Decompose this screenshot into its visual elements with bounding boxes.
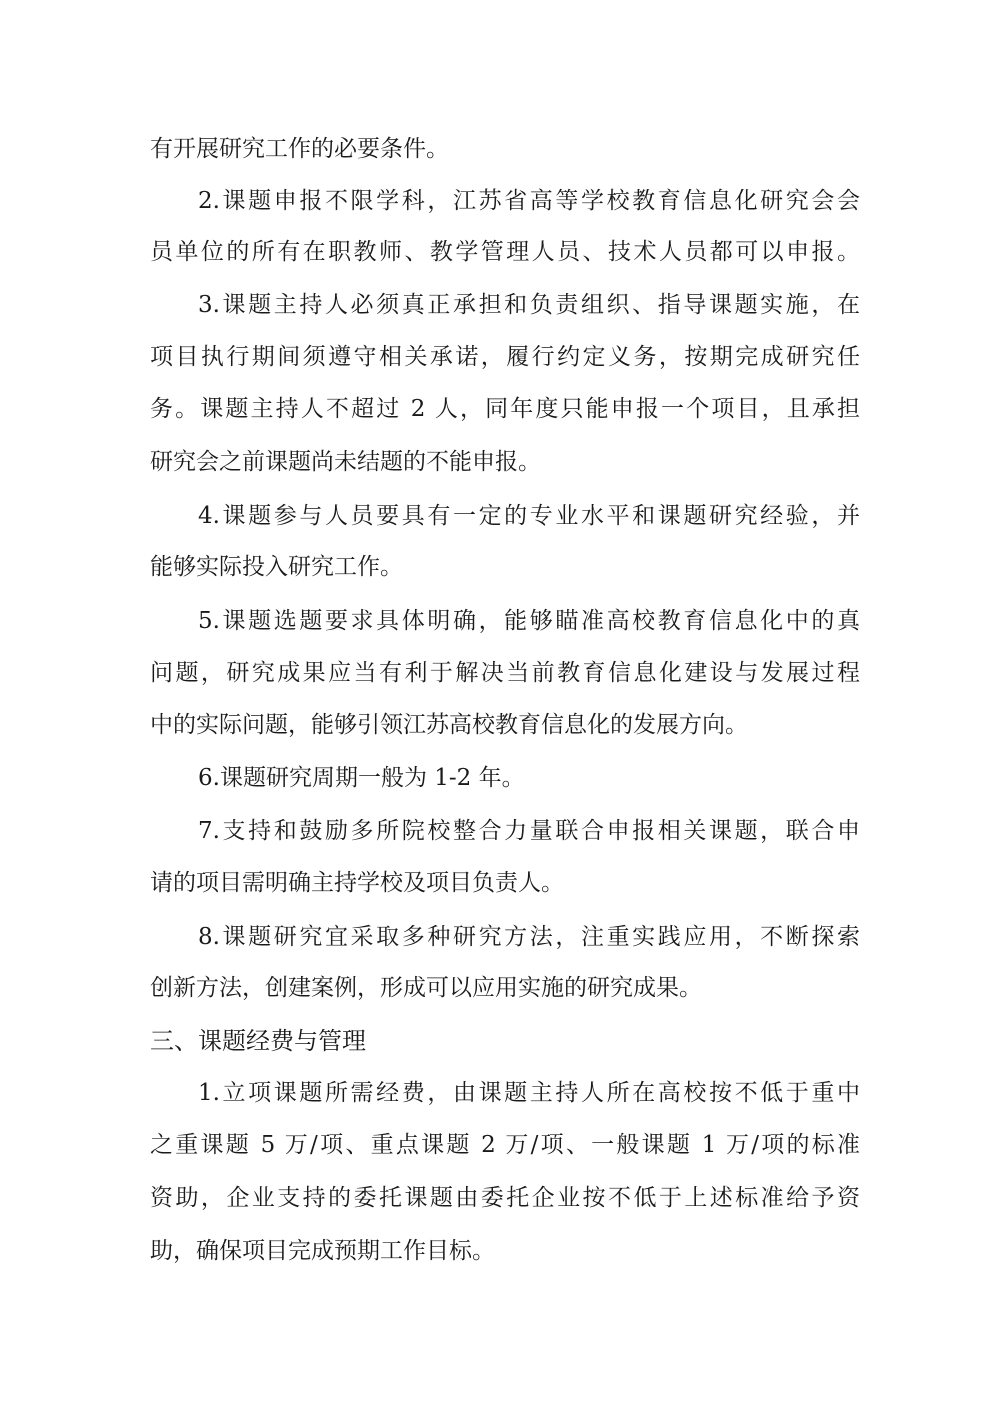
paragraph-line: 问题，研究成果应当有利于解决当前教育信息化建设与发展过程 [150,660,860,686]
paragraph-line: 能够实际投入研究工作。 [150,554,403,580]
paragraph-line: 1.立项课题所需经费，由课题主持人所在高校按不低于重中 [198,1080,860,1106]
paragraph-line: 6.课题研究周期一般为 1-2 年。 [198,765,525,791]
paragraph-line: 中的实际问题，能够引领江苏高校教育信息化的发展方向。 [150,712,748,738]
paragraph-line: 项目执行期间须遵守相关承诺，履行约定义务，按期完成研究任 [150,344,860,370]
section-heading: 三、课题经费与管理 [150,1027,366,1055]
paragraph-line: 创新方法，创建案例，形成可以应用实施的研究成果。 [150,975,702,1001]
paragraph-line: 请的项目需明确主持学校及项目负责人。 [150,870,564,896]
paragraph-line: 7.支持和鼓励多所院校整合力量联合申报相关课题，联合申 [198,818,860,844]
paragraph-line: 之重课题 5 万/项、重点课题 2 万/项、一般课题 1 万/项的标准 [150,1132,860,1158]
paragraph-line: 研究会之前课题尚未结题的不能申报。 [150,449,541,475]
paragraph-line: 助，确保项目完成预期工作目标。 [150,1238,495,1264]
paragraph-line: 4.课题参与人员要具有一定的专业水平和课题研究经验，并 [198,503,860,529]
paragraph-line: 员单位的所有在职教师、教学管理人员、技术人员都可以申报。 [150,239,860,265]
paragraph-line: 务。课题主持人不超过 2 人，同年度只能申报一个项目，且承担 [150,396,860,422]
paragraph-line: 3.课题主持人必须真正承担和负责组织、指导课题实施，在 [198,292,860,318]
paragraph-line: 有开展研究工作的必要条件。 [150,136,449,162]
paragraph-line: 2.课题申报不限学科，江苏省高等学校教育信息化研究会会 [198,188,860,214]
paragraph-line: 8.课题研究宜采取多种研究方法，注重实践应用，不断探索 [198,924,860,950]
paragraph-line: 5.课题选题要求具体明确，能够瞄准高校教育信息化中的真 [198,608,860,634]
paragraph-line: 资助，企业支持的委托课题由委托企业按不低于上述标准给予资 [150,1185,860,1211]
